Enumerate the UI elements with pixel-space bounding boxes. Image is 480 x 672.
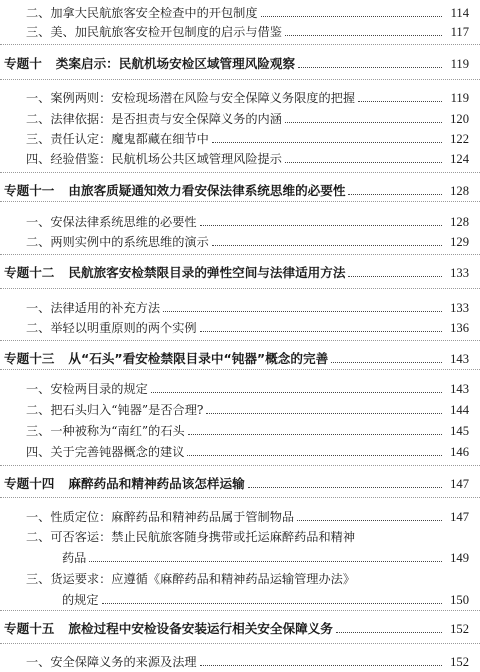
section-number: 一、 bbox=[26, 382, 51, 396]
section-title: 法律适用的补充方法 bbox=[50, 301, 161, 315]
page-number: 143 bbox=[450, 352, 469, 366]
section-number: 四、 bbox=[26, 445, 51, 459]
page-number: 122 bbox=[450, 132, 469, 146]
page-number: 119 bbox=[450, 91, 469, 105]
topic-number: 专题十一 bbox=[4, 183, 55, 198]
topic-title: 民航旅客安检禁限目录的弹性空间与法律适用方法 bbox=[68, 265, 346, 280]
topic-number: 专题十五 bbox=[4, 621, 55, 636]
section-title-continued: 的规定 bbox=[62, 593, 99, 607]
page-number: 133 bbox=[450, 301, 469, 315]
page-number: 129 bbox=[450, 235, 469, 249]
topic-title: 类案启示：民航机场安检区域管理风险观察 bbox=[55, 56, 296, 71]
section-number: 一、 bbox=[26, 91, 51, 105]
toc-subsection[interactable] bbox=[0, 316, 480, 336]
section-title: 举轻以明重原则的两个实例 bbox=[50, 321, 197, 335]
toc-subsection[interactable] bbox=[0, 377, 480, 397]
section-number: 四、 bbox=[26, 152, 51, 166]
section-number: 三、 bbox=[26, 572, 51, 586]
dot-leader bbox=[261, 16, 442, 17]
section-number: 二、 bbox=[26, 6, 51, 20]
page-number: 147 bbox=[450, 477, 469, 491]
section-number: 一、 bbox=[26, 301, 51, 315]
page-number: 128 bbox=[450, 184, 469, 198]
section-divider bbox=[0, 465, 480, 466]
section-title: 关于完善钝器概念的建议 bbox=[50, 445, 185, 459]
section-title: 案例两则：安检现场潜在风险与安全保障义务限度的把握 bbox=[50, 91, 356, 105]
page-number: 145 bbox=[450, 424, 469, 438]
toc-subsection[interactable] bbox=[0, 210, 480, 230]
toc-subsection[interactable] bbox=[0, 127, 480, 147]
dot-leader bbox=[163, 311, 442, 312]
page-number: 136 bbox=[450, 321, 469, 335]
dot-leader bbox=[331, 362, 442, 363]
page-number: 146 bbox=[450, 445, 469, 459]
dot-leader bbox=[212, 245, 442, 246]
toc-subsection[interactable] bbox=[0, 650, 480, 670]
section-divider bbox=[0, 201, 480, 202]
topic-title: 由旅客质疑通知效力看安保法律系统思维的必要性 bbox=[68, 183, 346, 198]
page-number: 128 bbox=[450, 215, 469, 229]
toc-subsection[interactable] bbox=[0, 147, 480, 167]
section-divider bbox=[0, 610, 480, 611]
page-number: 120 bbox=[450, 112, 469, 126]
section-title: 性质定位：麻醉药品和精神药品属于管制物品 bbox=[50, 510, 295, 524]
dot-leader bbox=[187, 455, 442, 456]
toc-subsection[interactable] bbox=[0, 1, 480, 21]
dot-leader bbox=[358, 101, 442, 102]
dot-leader bbox=[212, 142, 442, 143]
dot-leader bbox=[285, 162, 442, 163]
toc-subsection[interactable] bbox=[0, 230, 480, 250]
page-number: 152 bbox=[450, 655, 469, 669]
section-title: 一种被称为“南红”的石头 bbox=[50, 424, 185, 438]
page-number: 119 bbox=[450, 57, 469, 71]
section-number: 二、 bbox=[26, 235, 51, 249]
section-divider bbox=[0, 254, 480, 255]
section-number: 一、 bbox=[26, 510, 51, 524]
topic-title: 从“石头”看安检禁限目录中“钝器”概念的完善 bbox=[68, 351, 329, 366]
toc-topic[interactable] bbox=[0, 347, 480, 367]
toc-subsection[interactable] bbox=[0, 419, 480, 439]
topic-number: 专题十三 bbox=[4, 351, 55, 366]
dot-leader bbox=[297, 520, 442, 521]
section-divider bbox=[0, 497, 480, 498]
section-divider bbox=[0, 44, 480, 45]
page-number: 150 bbox=[450, 593, 469, 607]
dot-leader bbox=[102, 603, 442, 604]
section-title: 可否客运：禁止民航旅客随身携带或托运麻醉药品和精神 bbox=[50, 530, 356, 544]
toc-subsection-continuation[interactable] bbox=[0, 588, 480, 608]
section-title-continued: 药品 bbox=[62, 551, 87, 565]
section-title: 加拿大民航旅客安全检查中的开包制度 bbox=[50, 6, 258, 20]
toc-subsection[interactable] bbox=[0, 440, 480, 460]
toc-subsection[interactable] bbox=[0, 505, 480, 525]
toc-subsection[interactable] bbox=[0, 398, 480, 418]
section-number: 三、 bbox=[26, 25, 51, 39]
dot-leader bbox=[200, 225, 442, 226]
section-title: 经验借鉴：民航机场公共区域管理风险提示 bbox=[50, 152, 282, 166]
section-title: 法律依据：是否担责与安全保障义务的内涵 bbox=[50, 112, 282, 126]
page-number: 152 bbox=[450, 622, 469, 636]
section-divider bbox=[0, 79, 480, 80]
toc-subsection[interactable] bbox=[0, 107, 480, 127]
dot-leader bbox=[285, 122, 442, 123]
section-title: 安保法律系统思维的必要性 bbox=[50, 215, 197, 229]
toc-subsection[interactable] bbox=[0, 86, 480, 106]
section-title: 安检两目录的规定 bbox=[50, 382, 148, 396]
dot-leader bbox=[348, 276, 442, 277]
section-number: 二、 bbox=[26, 112, 51, 126]
toc-subsection[interactable] bbox=[0, 525, 480, 545]
section-title: 把石头归入“钝器”是否合理? bbox=[50, 403, 204, 417]
toc-topic[interactable] bbox=[0, 52, 480, 72]
topic-number: 专题十 bbox=[4, 56, 42, 71]
section-number: 一、 bbox=[26, 655, 51, 669]
topic-number: 专题十四 bbox=[4, 476, 55, 491]
toc-subsection[interactable] bbox=[0, 296, 480, 316]
dot-leader bbox=[336, 632, 442, 633]
section-title: 货运要求：应遵循《麻醉药品和精神药品运输管理办法》 bbox=[50, 572, 356, 586]
section-divider bbox=[0, 369, 480, 370]
dot-leader bbox=[151, 392, 442, 393]
toc-topic[interactable] bbox=[0, 179, 480, 199]
topic-number: 专题十二 bbox=[4, 265, 55, 280]
section-divider bbox=[0, 288, 480, 289]
dot-leader bbox=[298, 67, 442, 68]
page-number: 143 bbox=[450, 382, 469, 396]
dot-leader bbox=[348, 194, 442, 195]
section-number: 三、 bbox=[26, 424, 51, 438]
section-title: 责任认定：魔鬼都藏在细节中 bbox=[50, 132, 209, 146]
page-number: 133 bbox=[450, 266, 469, 280]
toc-topic[interactable] bbox=[0, 617, 480, 637]
section-title: 安全保障义务的来源及法理 bbox=[50, 655, 197, 669]
page-number: 117 bbox=[450, 25, 469, 39]
section-number: 三、 bbox=[26, 132, 51, 146]
page-number: 144 bbox=[450, 403, 469, 417]
dot-leader bbox=[285, 35, 442, 36]
dot-leader bbox=[206, 413, 442, 414]
section-number: 二、 bbox=[26, 530, 51, 544]
section-title: 两则实例中的系统思维的演示 bbox=[50, 235, 209, 249]
dot-leader bbox=[200, 665, 442, 666]
section-divider bbox=[0, 643, 480, 644]
dot-leader bbox=[89, 561, 442, 562]
section-title: 美、加民航旅客安检开包制度的启示与借鉴 bbox=[50, 25, 282, 39]
topic-title: 麻醉药品和精神药品该怎样运输 bbox=[68, 476, 245, 491]
section-number: 一、 bbox=[26, 215, 51, 229]
section-divider bbox=[0, 340, 480, 341]
section-number: 二、 bbox=[26, 403, 51, 417]
toc-topic[interactable] bbox=[0, 472, 480, 492]
section-number: 二、 bbox=[26, 321, 51, 335]
dot-leader bbox=[188, 434, 442, 435]
dot-leader bbox=[248, 487, 442, 488]
toc-subsection[interactable] bbox=[0, 20, 480, 40]
toc-subsection-continuation[interactable] bbox=[0, 546, 480, 566]
page-number: 124 bbox=[450, 152, 469, 166]
page-number: 114 bbox=[450, 6, 469, 20]
page-number: 149 bbox=[450, 551, 469, 565]
section-divider bbox=[0, 172, 480, 173]
topic-title: 旅检过程中安检设备安装运行相关安全保障义务 bbox=[68, 621, 333, 636]
toc-subsection[interactable] bbox=[0, 567, 480, 587]
page-number: 147 bbox=[450, 510, 469, 524]
dot-leader bbox=[200, 331, 442, 332]
toc-topic[interactable] bbox=[0, 261, 480, 281]
